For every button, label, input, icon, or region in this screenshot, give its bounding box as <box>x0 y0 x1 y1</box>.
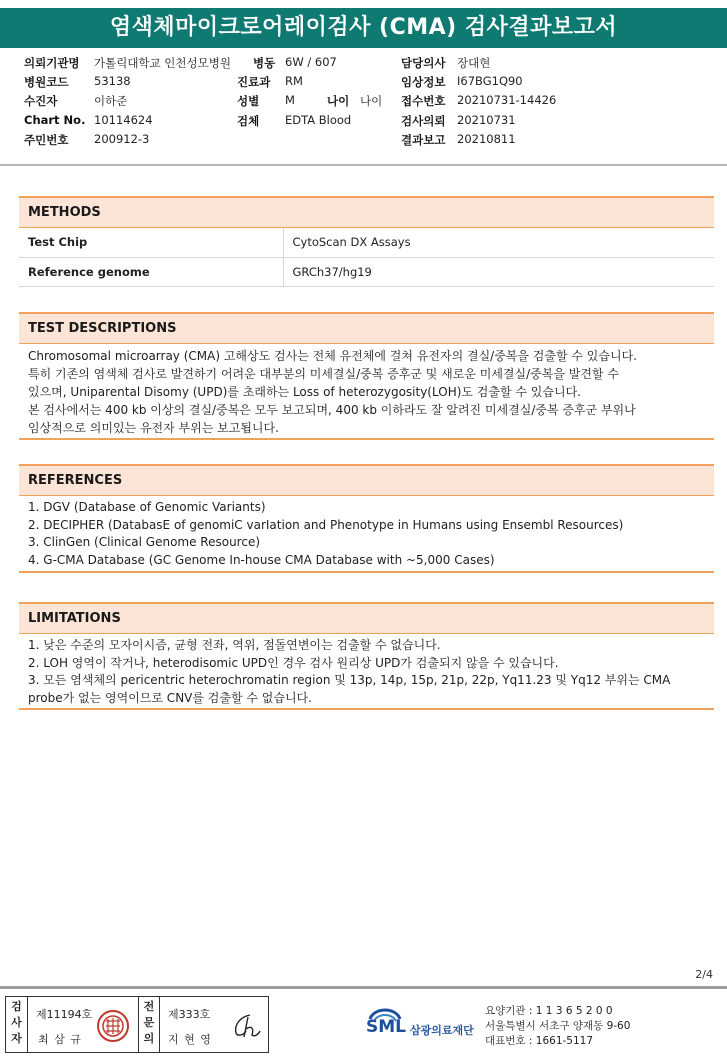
doctor-value: 장대현 <box>457 56 491 70</box>
address: 서울특별시 서초구 양재동 9-60 <box>485 1020 631 1032</box>
specimen-value: EDTA Blood <box>285 113 352 127</box>
specimen-label: 검체 <box>237 114 260 128</box>
description-line: 특히 기존의 염색체 검사로 발견하기 어려운 대부분의 미세결실/중복 증후군 및 새로운 미세결실/중복을 발견할 수 <box>28 367 619 381</box>
chart-no-label: Chart No. <box>24 113 86 127</box>
specialist-column-label <box>138 997 160 1052</box>
info-row-1 <box>0 55 727 74</box>
list-item: 3. ClinGen (Clinical Genome Resource) <box>28 535 261 549</box>
institution-code: 요양기관 : 1 1 3 6 5 2 0 0 <box>485 1005 613 1017</box>
report-date-value: 20210811 <box>457 132 516 146</box>
list-item: 1. DGV (Database of Genomic Variants) <box>28 500 266 514</box>
specialist-role: 전문의 <box>143 1000 155 1045</box>
limitations-heading: LIMITATIONS <box>19 602 714 634</box>
examiner-role: 검사자 <box>11 1000 22 1045</box>
limitations-list <box>19 634 714 710</box>
description-line: 있으며, Uniparental Disomy (UPD)를 초래하는 Loss of heterozygosity(LOH)도 검출할 수 있습니다. <box>28 385 581 399</box>
phone: 대표번호 : 1661-5117 <box>485 1035 594 1047</box>
ward-label: 병동 <box>253 56 276 70</box>
descriptions-text <box>19 344 714 440</box>
dept-value: RM <box>285 74 303 88</box>
limitations-section <box>19 602 714 710</box>
list-item: 4. G-CMA Database (GC Genome In-house CMA Database with ~5,000 Cases) <box>28 552 495 567</box>
dept-label: 진료과 <box>237 75 271 89</box>
methods-value: GRCh37/hg19 <box>283 257 714 286</box>
hospital-code-value: 53138 <box>94 74 131 88</box>
sml-logo <box>364 1003 484 1043</box>
request-value: 20210731 <box>457 113 516 127</box>
specialist-license: 제333호 <box>168 1008 211 1021</box>
doctor-label: 담당의사 <box>401 56 446 70</box>
info-row-3 <box>0 93 727 112</box>
references-section <box>19 464 714 573</box>
table-row <box>19 257 714 286</box>
methods-heading: METHODS <box>19 196 714 228</box>
institution-label: 의뢰기관명 <box>24 56 80 70</box>
methods-table <box>19 228 714 287</box>
patient-info-block <box>0 52 727 152</box>
methods-key: Test Chip <box>19 228 283 257</box>
org-name: 삼광의료재단 <box>410 1024 474 1037</box>
info-row-5 <box>0 132 727 151</box>
request-label: 검사의뢰 <box>401 114 446 128</box>
age-label: 나이 <box>327 94 350 108</box>
signature-icon <box>228 1009 264 1041</box>
list-item: 2. LOH 영역이 작거나, heterodisomic UPD인 경우 검사 원리상 UPD가 검출되지 않을 수 있습니다. <box>28 655 559 670</box>
references-heading: REFERENCES <box>19 464 714 496</box>
description-line: Chromosomal microarray (CMA) 고해상도 검사는 전체 유전체에 걸쳐 유전자의 결실/중복을 검출할 수 있습니다. <box>28 349 637 363</box>
table-row <box>19 228 714 257</box>
info-row-2 <box>0 74 727 93</box>
header-divider <box>0 164 727 166</box>
descriptions-heading: TEST DESCRIPTIONS <box>19 312 714 344</box>
receipt-value: 20210731-14426 <box>457 93 557 107</box>
contact-info <box>485 1004 630 1049</box>
clinical-label: 임상정보 <box>401 75 446 89</box>
patient-value: 이하준 <box>94 94 128 108</box>
ward-value: 6W / 607 <box>285 55 337 69</box>
methods-key: Reference genome <box>19 257 283 286</box>
receipt-label: 접수번호 <box>401 94 446 108</box>
list-item: 1. 낮은 수준의 모자이시즘, 균형 전좌, 역위, 점돌연변이는 검출할 수 없습니다. <box>28 638 441 652</box>
specialist-name: 지 현 영 <box>168 1033 212 1046</box>
clinical-value: I67BG1Q90 <box>457 74 523 88</box>
sex-value: M <box>285 93 295 107</box>
footer-divider <box>0 986 727 989</box>
resident-no-value: 200912-3 <box>94 132 150 146</box>
list-item: 2. DECIPHER (DatabasE of genomiC varIation and Phenotype in Humans using Ensembl Resources) <box>28 517 624 532</box>
sex-label: 성별 <box>237 94 260 108</box>
descriptions-section <box>19 312 714 440</box>
patient-label: 수진자 <box>24 94 58 108</box>
institution-value: 가톨릭대학교 인천성모병원 <box>94 56 231 70</box>
report-title: 염색체마이크로어레이검사 (CMA) 검사결과보고서 <box>0 8 727 48</box>
page-number: 2/4 <box>695 968 713 981</box>
info-row-4 <box>0 113 727 132</box>
signature-stamp <box>5 996 269 1053</box>
age-value: 나이 <box>360 94 383 108</box>
examiner-license: 제11194호 <box>36 1008 93 1021</box>
resident-no-label: 주민번호 <box>24 133 69 147</box>
hospital-code-label: 병원코드 <box>24 75 69 89</box>
methods-section <box>19 196 714 287</box>
examiner-column-label <box>6 997 28 1052</box>
description-line: 본 검사에서는 400 kb 이상의 결실/중복은 모두 보고되며, 400 kb 이하라도 잘 알려진 미세결실/중복 증후군 부위나 <box>28 403 636 417</box>
examiner-name: 최 삼 규 <box>38 1033 82 1046</box>
description-line: 임상적으로 의미있는 유전자 부위는 보고됩니다. <box>28 421 279 435</box>
logo-text: SML <box>366 1017 406 1037</box>
report-date-label: 결과보고 <box>401 133 446 147</box>
references-list <box>19 496 714 573</box>
methods-value: CytoScan DX Assays <box>283 228 714 257</box>
seal-icon <box>96 1009 130 1043</box>
list-item: probe가 없는 영역이므로 CNV를 검출할 수 없습니다. <box>28 690 312 705</box>
chart-no-value: 10114624 <box>94 113 153 127</box>
list-item: 3. 모든 염색체의 pericentric heterochromatin region 및 13p, 14p, 15p, 21p, 22p, Yq11.23 및 Yq12 부위는 CMA <box>28 673 671 687</box>
